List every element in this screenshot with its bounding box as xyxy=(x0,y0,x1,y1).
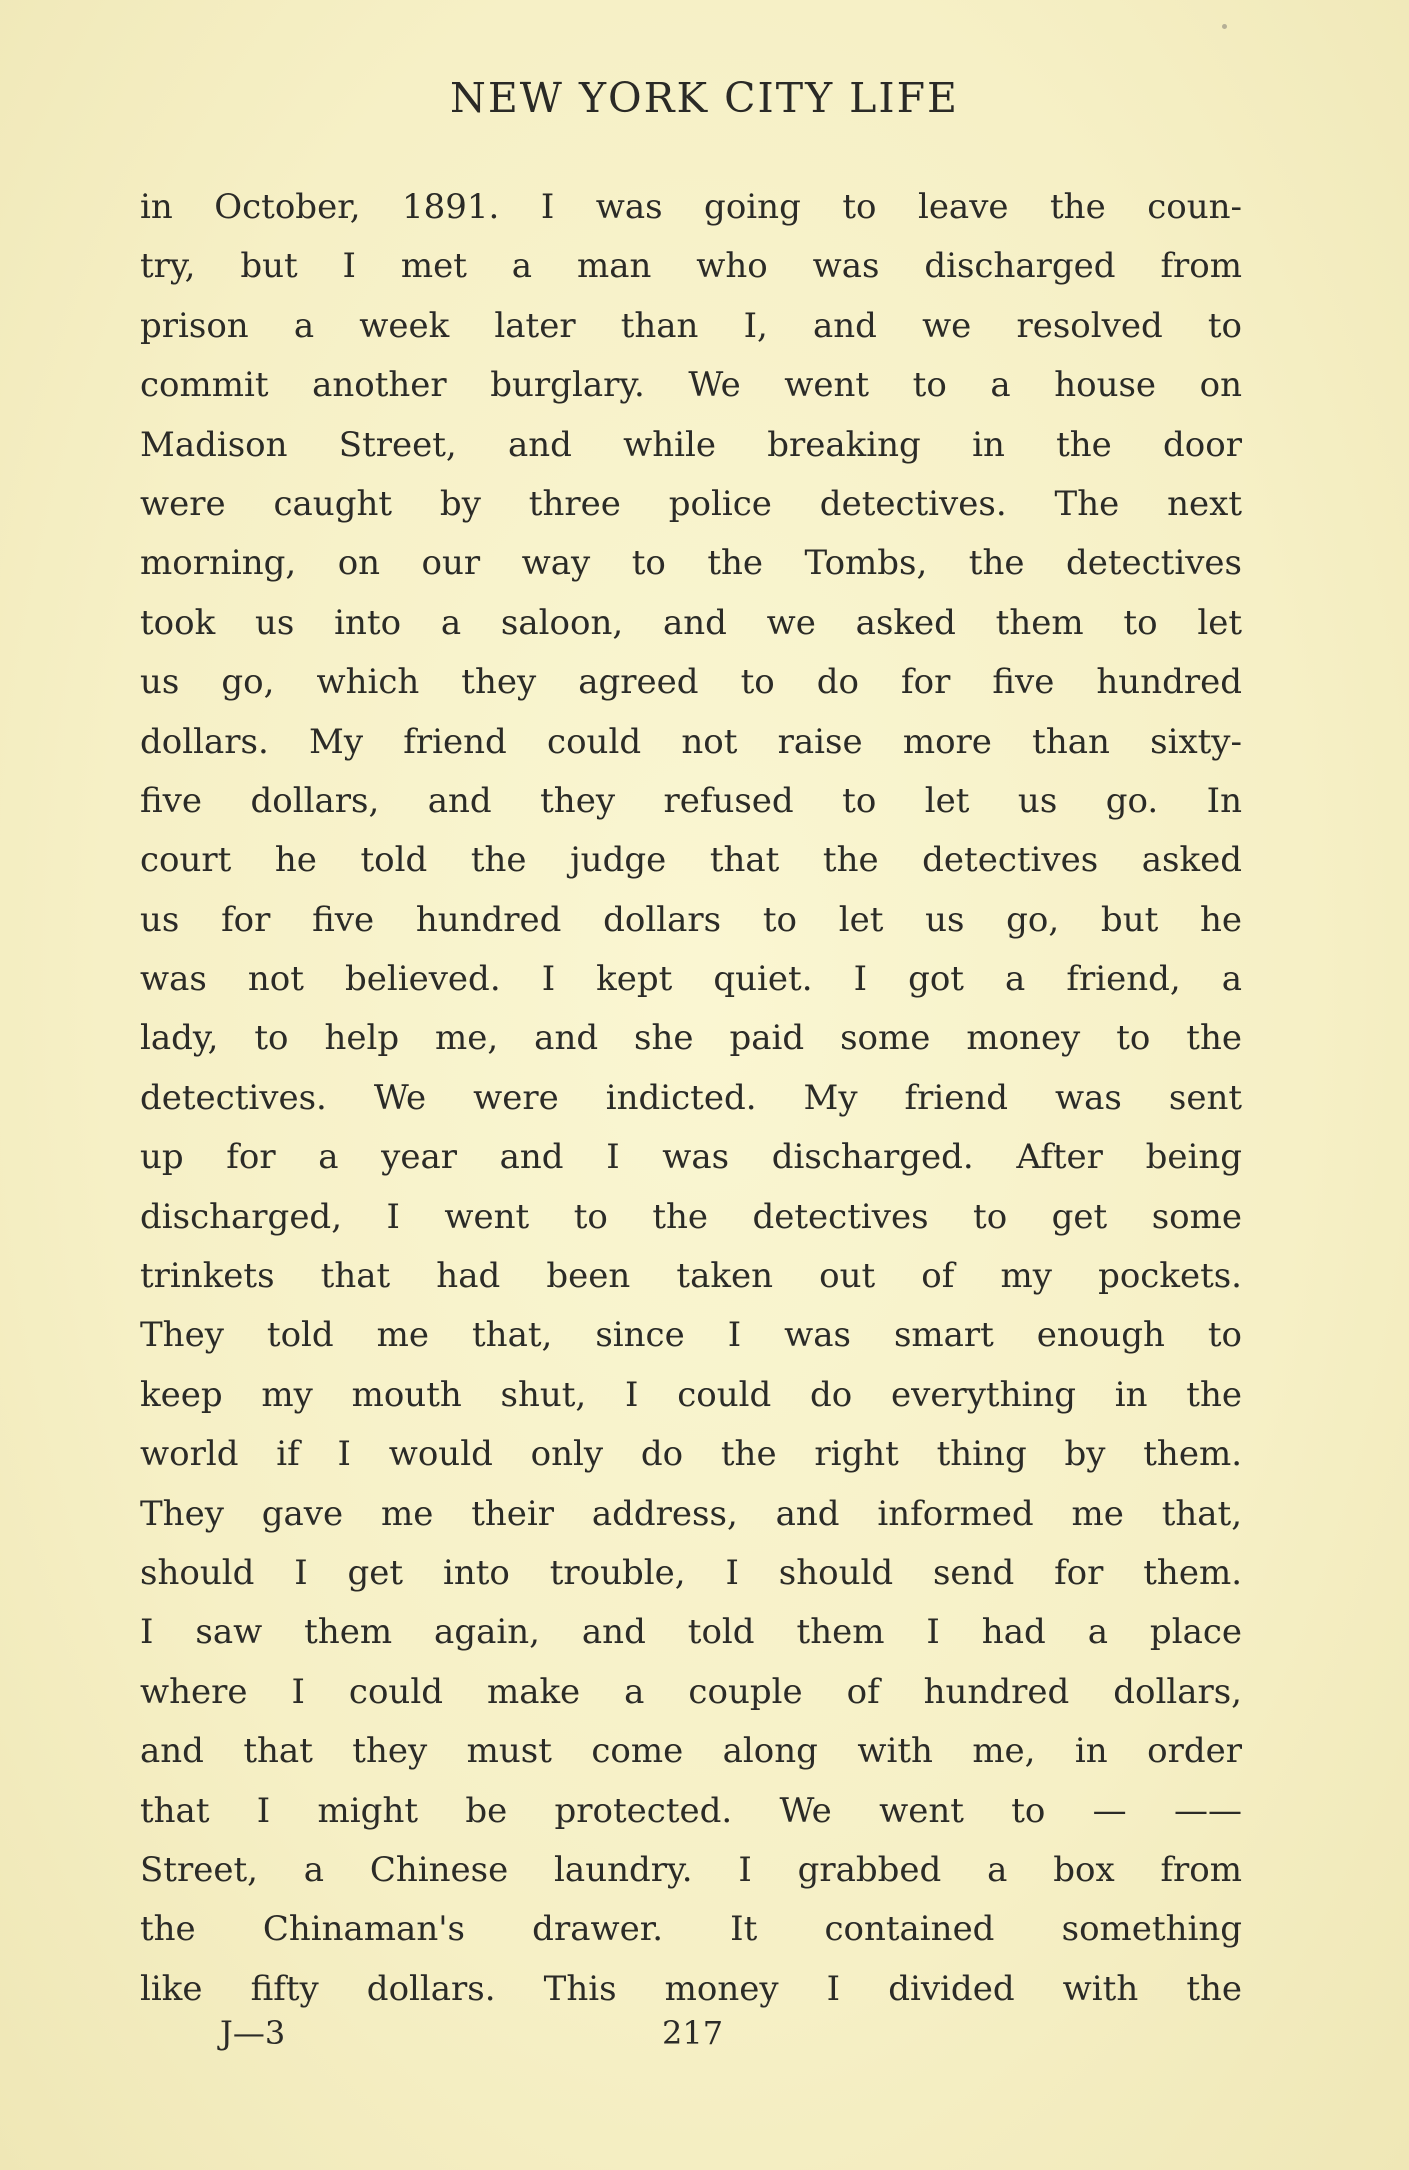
signature-mark: J—3 xyxy=(220,2014,286,2052)
text-line: the Chinaman's drawer. It contained something xyxy=(140,1909,1242,1950)
text-line: commit another burglary. We went to a house on xyxy=(140,365,1242,406)
text-line: took us into a saloon, and we asked them to let xyxy=(140,602,1242,643)
text-line: They gave me their address, and informed me that, xyxy=(140,1493,1242,1534)
text-line: and that they must come along with me, in order xyxy=(140,1731,1242,1772)
text-line: dollars. My friend could not raise more than sixty- xyxy=(140,721,1242,762)
text-line: us for five hundred dollars to let us go, but he xyxy=(140,899,1242,940)
text-line: trinkets that had been taken out of my pockets. xyxy=(140,1256,1242,1297)
text-line: discharged, I went to the detectives to get some xyxy=(140,1196,1242,1237)
text-line: try, but I met a man who was discharged from xyxy=(140,246,1242,287)
text-line: up for a year and I was discharged. After being xyxy=(140,1137,1242,1178)
text-line: prison a week later than I, and we resolved to xyxy=(140,305,1242,346)
text-line: Madison Street, and while breaking in the door xyxy=(140,424,1242,465)
running-header: NEW YORK CITY LIFE xyxy=(449,74,959,122)
paper-speck xyxy=(1222,24,1227,29)
text-line: world if I would only do the right thing by them. xyxy=(140,1434,1242,1475)
text-line: that I might be protected. We went to — —— xyxy=(140,1790,1242,1831)
text-line: five dollars, and they refused to let us go. In xyxy=(140,780,1242,821)
text-line: was not believed. I kept quiet. I got a friend, a xyxy=(140,959,1242,1000)
text-line: Street, a Chinese laundry. I grabbed a box from xyxy=(140,1849,1242,1890)
text-line: They told me that, since I was smart enough to xyxy=(140,1315,1242,1356)
page-footer xyxy=(0,2014,1409,2064)
text-line: keep my mouth shut, I could do everything in the xyxy=(140,1374,1242,1415)
text-line: in October, 1891. I was going to leave the coun- xyxy=(140,187,1242,227)
text-line: should I get into trouble, I should send for them. xyxy=(140,1552,1242,1593)
text-line: where I could make a couple of hundred dollars, xyxy=(140,1671,1242,1712)
text-line: us go, which they agreed to do for five hundred xyxy=(140,662,1242,703)
text-line: were caught by three police detectives. The next xyxy=(140,483,1242,524)
text-line: court he told the judge that the detectives asked xyxy=(140,840,1242,881)
text-line: I saw them again, and told them I had a place xyxy=(140,1612,1242,1653)
text-line: like fifty dollars. This money I divided with the xyxy=(140,1968,1242,2009)
text-line: lady, to help me, and she paid some money to the xyxy=(140,1018,1242,1059)
page-number: 217 xyxy=(662,2014,724,2052)
body-text xyxy=(140,178,1242,2019)
text-line: morning, on our way to the Tombs, the detectives xyxy=(140,543,1242,584)
text-line: detectives. We were indicted. My friend was sent xyxy=(140,1077,1242,1118)
